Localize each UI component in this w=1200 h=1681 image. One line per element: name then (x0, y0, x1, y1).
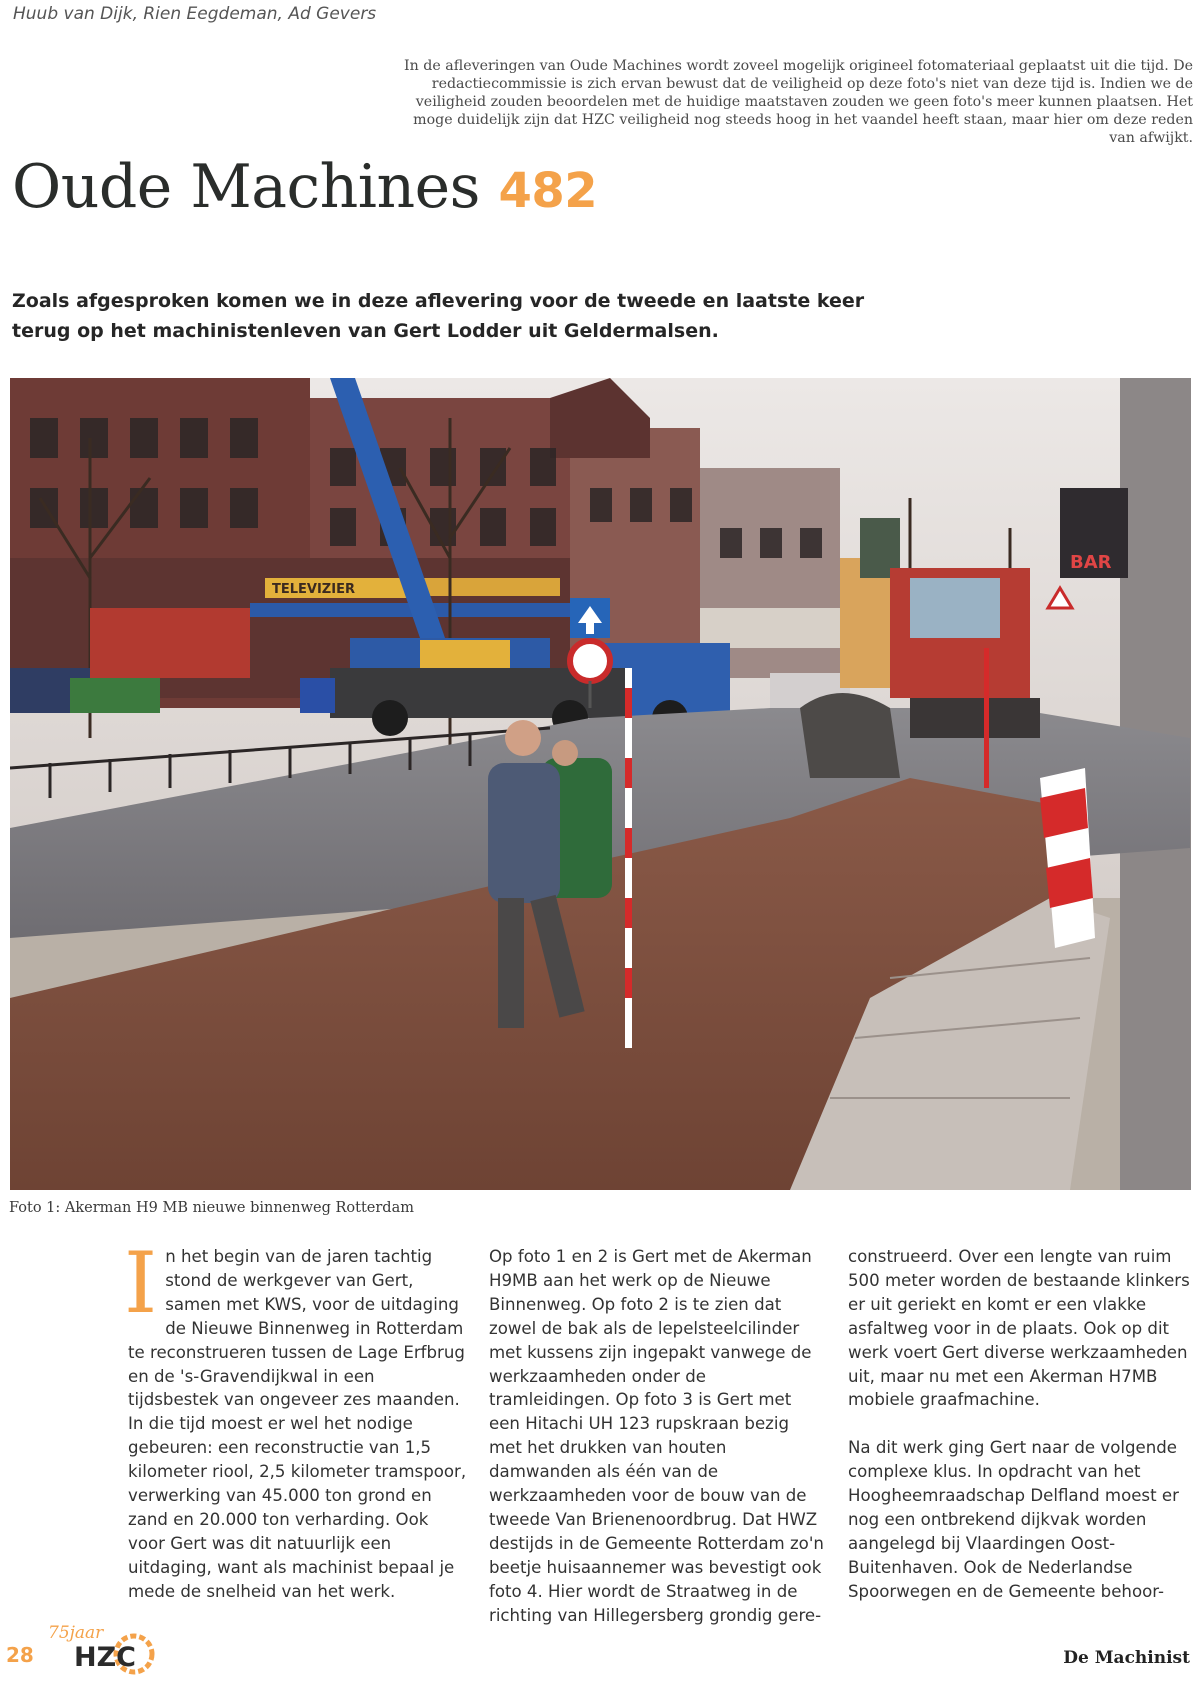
magazine-name: De Machinist (1063, 1648, 1190, 1668)
drop-cap: I (124, 1234, 158, 1332)
article-column-2 (489, 1245, 827, 1628)
column-2-text: Op foto 1 en 2 is Gert met de Akerman H9MB aan het werk op de Nieuwe Binnenweg. Op foto 2 is te zien dat zowel de bak als de lepelsteelcilinder met kussens zijn ingepakt vanwege de werkzaamheden onder de tramleidingen. Op foto 3 is Gert met een Hitachi UH 123 rupskraan bezig met het drukken van houten damwanden als één van de werkzaamheden voor de bouw van de tweede Van Brienenoordbrug. Dat HWZ destijds in de Gemeente Rotterdam zo'n beetje huisaannemer was bevestigt ook foto 4. Hier wordt de Straatweg in de richting van Hillegersberg grondig gere- (489, 1247, 824, 1625)
title-text: Oude Machines (12, 152, 480, 222)
page-title (12, 152, 597, 222)
article-column-3 (848, 1245, 1193, 1604)
column-3-paragraph-1: construeerd. Over een lengte van ruim 500 meter worden de bestaande klinkers er uit geriekt en komt er een vlakke asfaltweg voor in de plaats. Ook op dit werk voert Gert diverse werkzaamheden uit, maar nu met een Akerman H7MB mobiele graafmachine. (848, 1247, 1190, 1410)
excavator-bucket (800, 693, 900, 778)
article-column-1 (124, 1234, 468, 1604)
authors-line: Huub van Dijk, Rien Eegdeman, Ad Gevers (13, 4, 377, 24)
page-number: 28 (6, 1643, 34, 1667)
photo-illustration (10, 378, 1191, 1190)
televizier-sign: TELEVIZIER (272, 582, 355, 597)
episode-number: 482 (498, 163, 598, 219)
logo-years: 75jaar (48, 1623, 104, 1643)
column-1-text: n het begin van de jaren tachtig stond de werkgever van Gert, samen met KWS, voor de uitdaging de Nieuwe Binnenweg in Rotterdam te reconstrueren tussen de Lage Erfbrug en de 's-Gravendijkwal in een tijdsbestek van ongeveer zes maanden. In die tijd moest er wel het nodige gebeuren: een reconstructie van 1,5 kilometer riool, 2,5 kilometer tramspoor, verwerking van 45.000 ton grond en zand en 20.000 ton verharding. Ook voor Gert was dit natuurlijk een uitdaging, want als machinist bepaal je mede de snelheid van het werk. (128, 1247, 467, 1601)
hzc-75-logo (42, 1620, 162, 1676)
photo-caption: Foto 1: Akerman H9 MB nieuwe binnenweg Rotterdam (9, 1200, 414, 1216)
excavator-photo (10, 378, 1191, 1190)
column-3-paragraph-2: Na dit werk ging Gert naar de volgende complexe klus. In opdracht van het Hoogheemraadschap Delfland moest er nog een ontbrekend dijkvak worden aangelegd bij Vlaardingen Oost-Buitenhaven. Ook de Nederlandse Spoorwegen en de Gemeente behoor- (848, 1438, 1179, 1601)
logo-text: HZC (74, 1642, 136, 1673)
intro-paragraph: Zoals afgesproken komen we in deze aflevering voor de tweede en laatste keer terug op het machinistenleven van Gert Lodder uit Geldermalsen. (12, 290, 865, 342)
disclaimer-text: In de afleveringen van Oude Machines wordt zoveel mogelijk origineel fotomateriaal geplaatst uit die tijd. De redactiecommissie is zich ervan bewust dat de veiligheid op deze foto's niet van deze tijd is. Indien we de veiligheid zouden beoordelen met de huidige maatstaven zouden we geen foto's meer kunnen plaatsen. Het moge duidelijk zijn dat HZC veiligheid nog steeds hoog in het vaandel heeft staan, maar hier om deze reden van afwijkt. (404, 58, 1193, 146)
bar-sign-text: BAR (1070, 552, 1112, 573)
